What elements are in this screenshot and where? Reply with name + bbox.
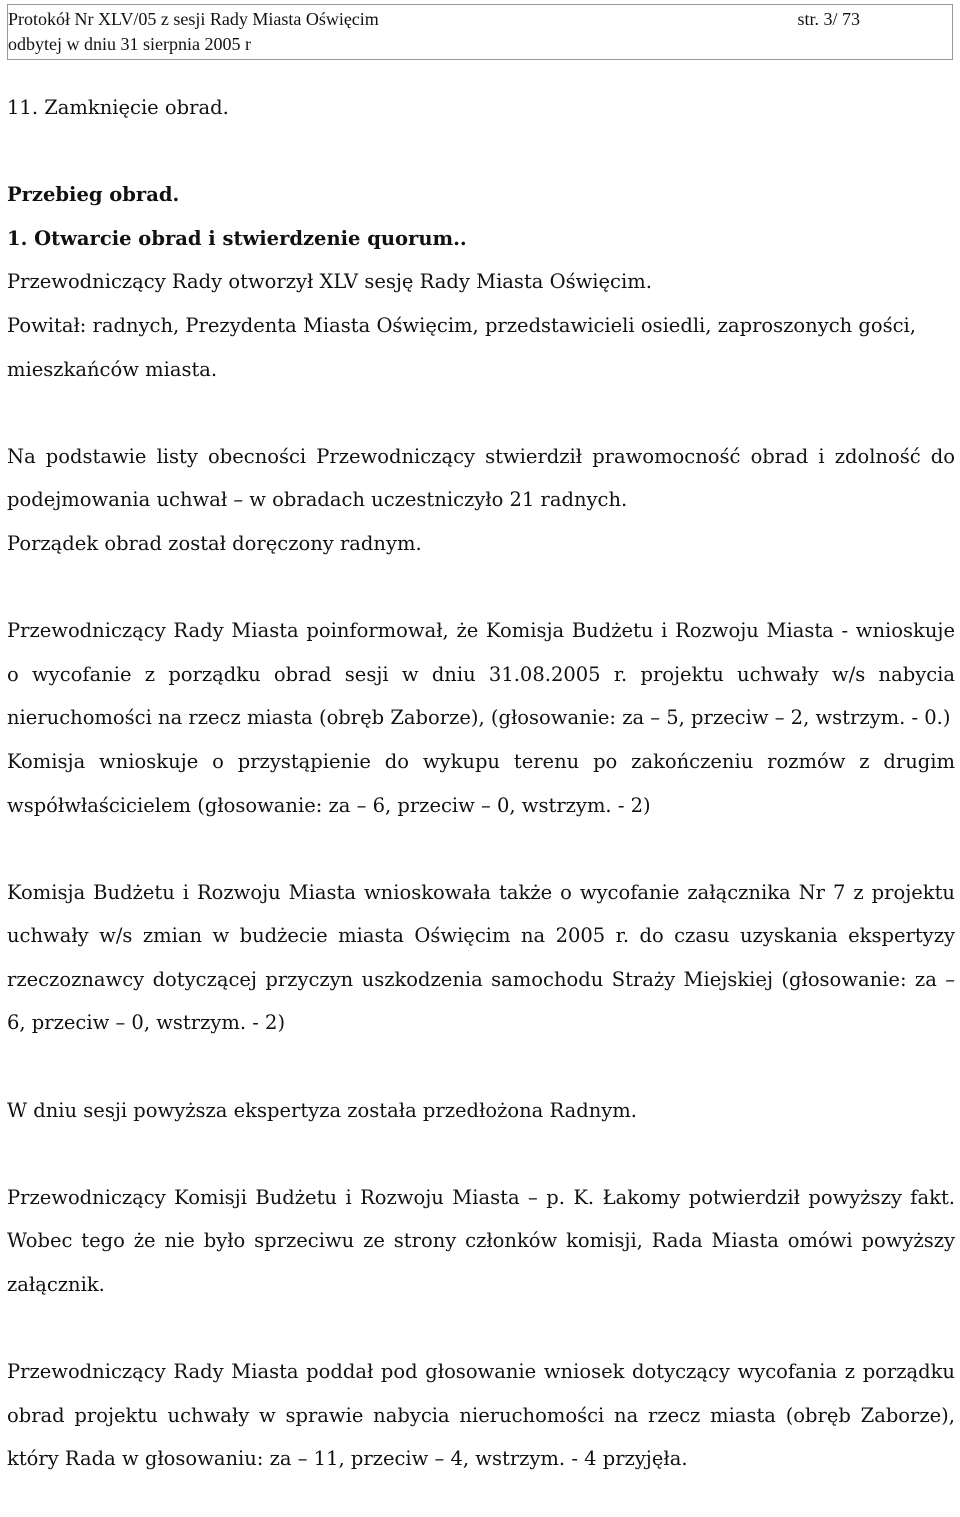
paragraph-commission-motion: Przewodniczący Rady Miasta poinformował, że Komisja Budżetu i Rozwoju Miasta - wnioskuje o wycofanie z porządku obrad sesji w dniu 31.08.2005 r. projektu uchwały w/s nabycia nieruchomości na rzecz miasta (obręb Zaborze), (głosowanie: za – 5, przeciw – 2, wstrzym. - 0.): [7, 619, 955, 730]
header-protocol-title: Protokół Nr XLV/05 z sesji Rady Miasta Oświęcim: [8, 9, 379, 29]
document-body: [7, 86, 955, 1481]
paragraph-vote: Przewodniczący Rady Miasta poddał pod głosowanie wniosek dotyczący wycofania z porządku obrad projektu uchwały w sprawie nabycia nieruchomości na rzecz miasta (obręb Zaborze), który Rada w głosowaniu: za – 11, przeciw – 4, wstrzym. - 4 przyjęła.: [7, 1360, 955, 1471]
paragraph-commission-purchase: Komisja wnioskuje o przystąpienie do wykupu terenu po zakończeniu rozmów z drugim współwłaścicielem (głosowanie: za – 6, przeciw – 0, wstrzym. - 2): [7, 749, 955, 817]
paragraph-greeting: Powitał: radnych, Prezydenta Miasta Oświęcim, przedstawicieli osiedli, zaproszonych gości, mieszkańców miasta.: [7, 313, 916, 381]
paragraph-opening: Przewodniczący Rady otworzył XLV sesję Rady Miasta Oświęcim.: [7, 270, 652, 294]
header-page-number: str. 3/ 73: [797, 9, 860, 29]
paragraph-expertise: W dniu sesji powyższa ekspertyza została przedłożona Radnym.: [7, 1098, 637, 1122]
paragraph-attachment-withdrawal: Komisja Budżetu i Rozwoju Miasta wnioskowała także o wycofanie załącznika Nr 7 z projektu uchwały w/s zmian w budżecie miasta Oświęcim na 2005 r. do czasu uzyskania ekspertyzy rzeczoznawcy dotyczącej przyczyn uszkodzenia samochodu Straży Miejskiej (głosowanie: za – 6, przeciw – 0, wstrzym. - 2): [7, 880, 955, 1035]
header-session-date: odbytej w dniu 31 sierpnia 2005 r: [8, 34, 251, 54]
section-title: Przebieg obrad.: [7, 183, 180, 207]
item1-title: 1. Otwarcie obrad i stwierdzenie quorum..: [7, 226, 467, 250]
paragraph-quorum: Na podstawie listy obecności Przewodniczący stwierdził prawomocność obrad i zdolność do podejmowania uchwał – w obradach uczestniczyło 21 radnych.: [7, 444, 955, 512]
paragraph-agenda-delivered: Porządek obrad został doręczony radnym.: [7, 531, 422, 555]
agenda-last-item: 11. Zamknięcie obrad.: [7, 96, 229, 119]
paragraph-confirmation: Przewodniczący Komisji Budżetu i Rozwoju Miasta – p. K. Łakomy potwierdził powyższy fakt. Wobec tego że nie było sprzeciwu ze strony członków komisji, Rada Miasta omówi powyższy załącznik.: [7, 1185, 955, 1297]
page-header: [7, 4, 953, 60]
